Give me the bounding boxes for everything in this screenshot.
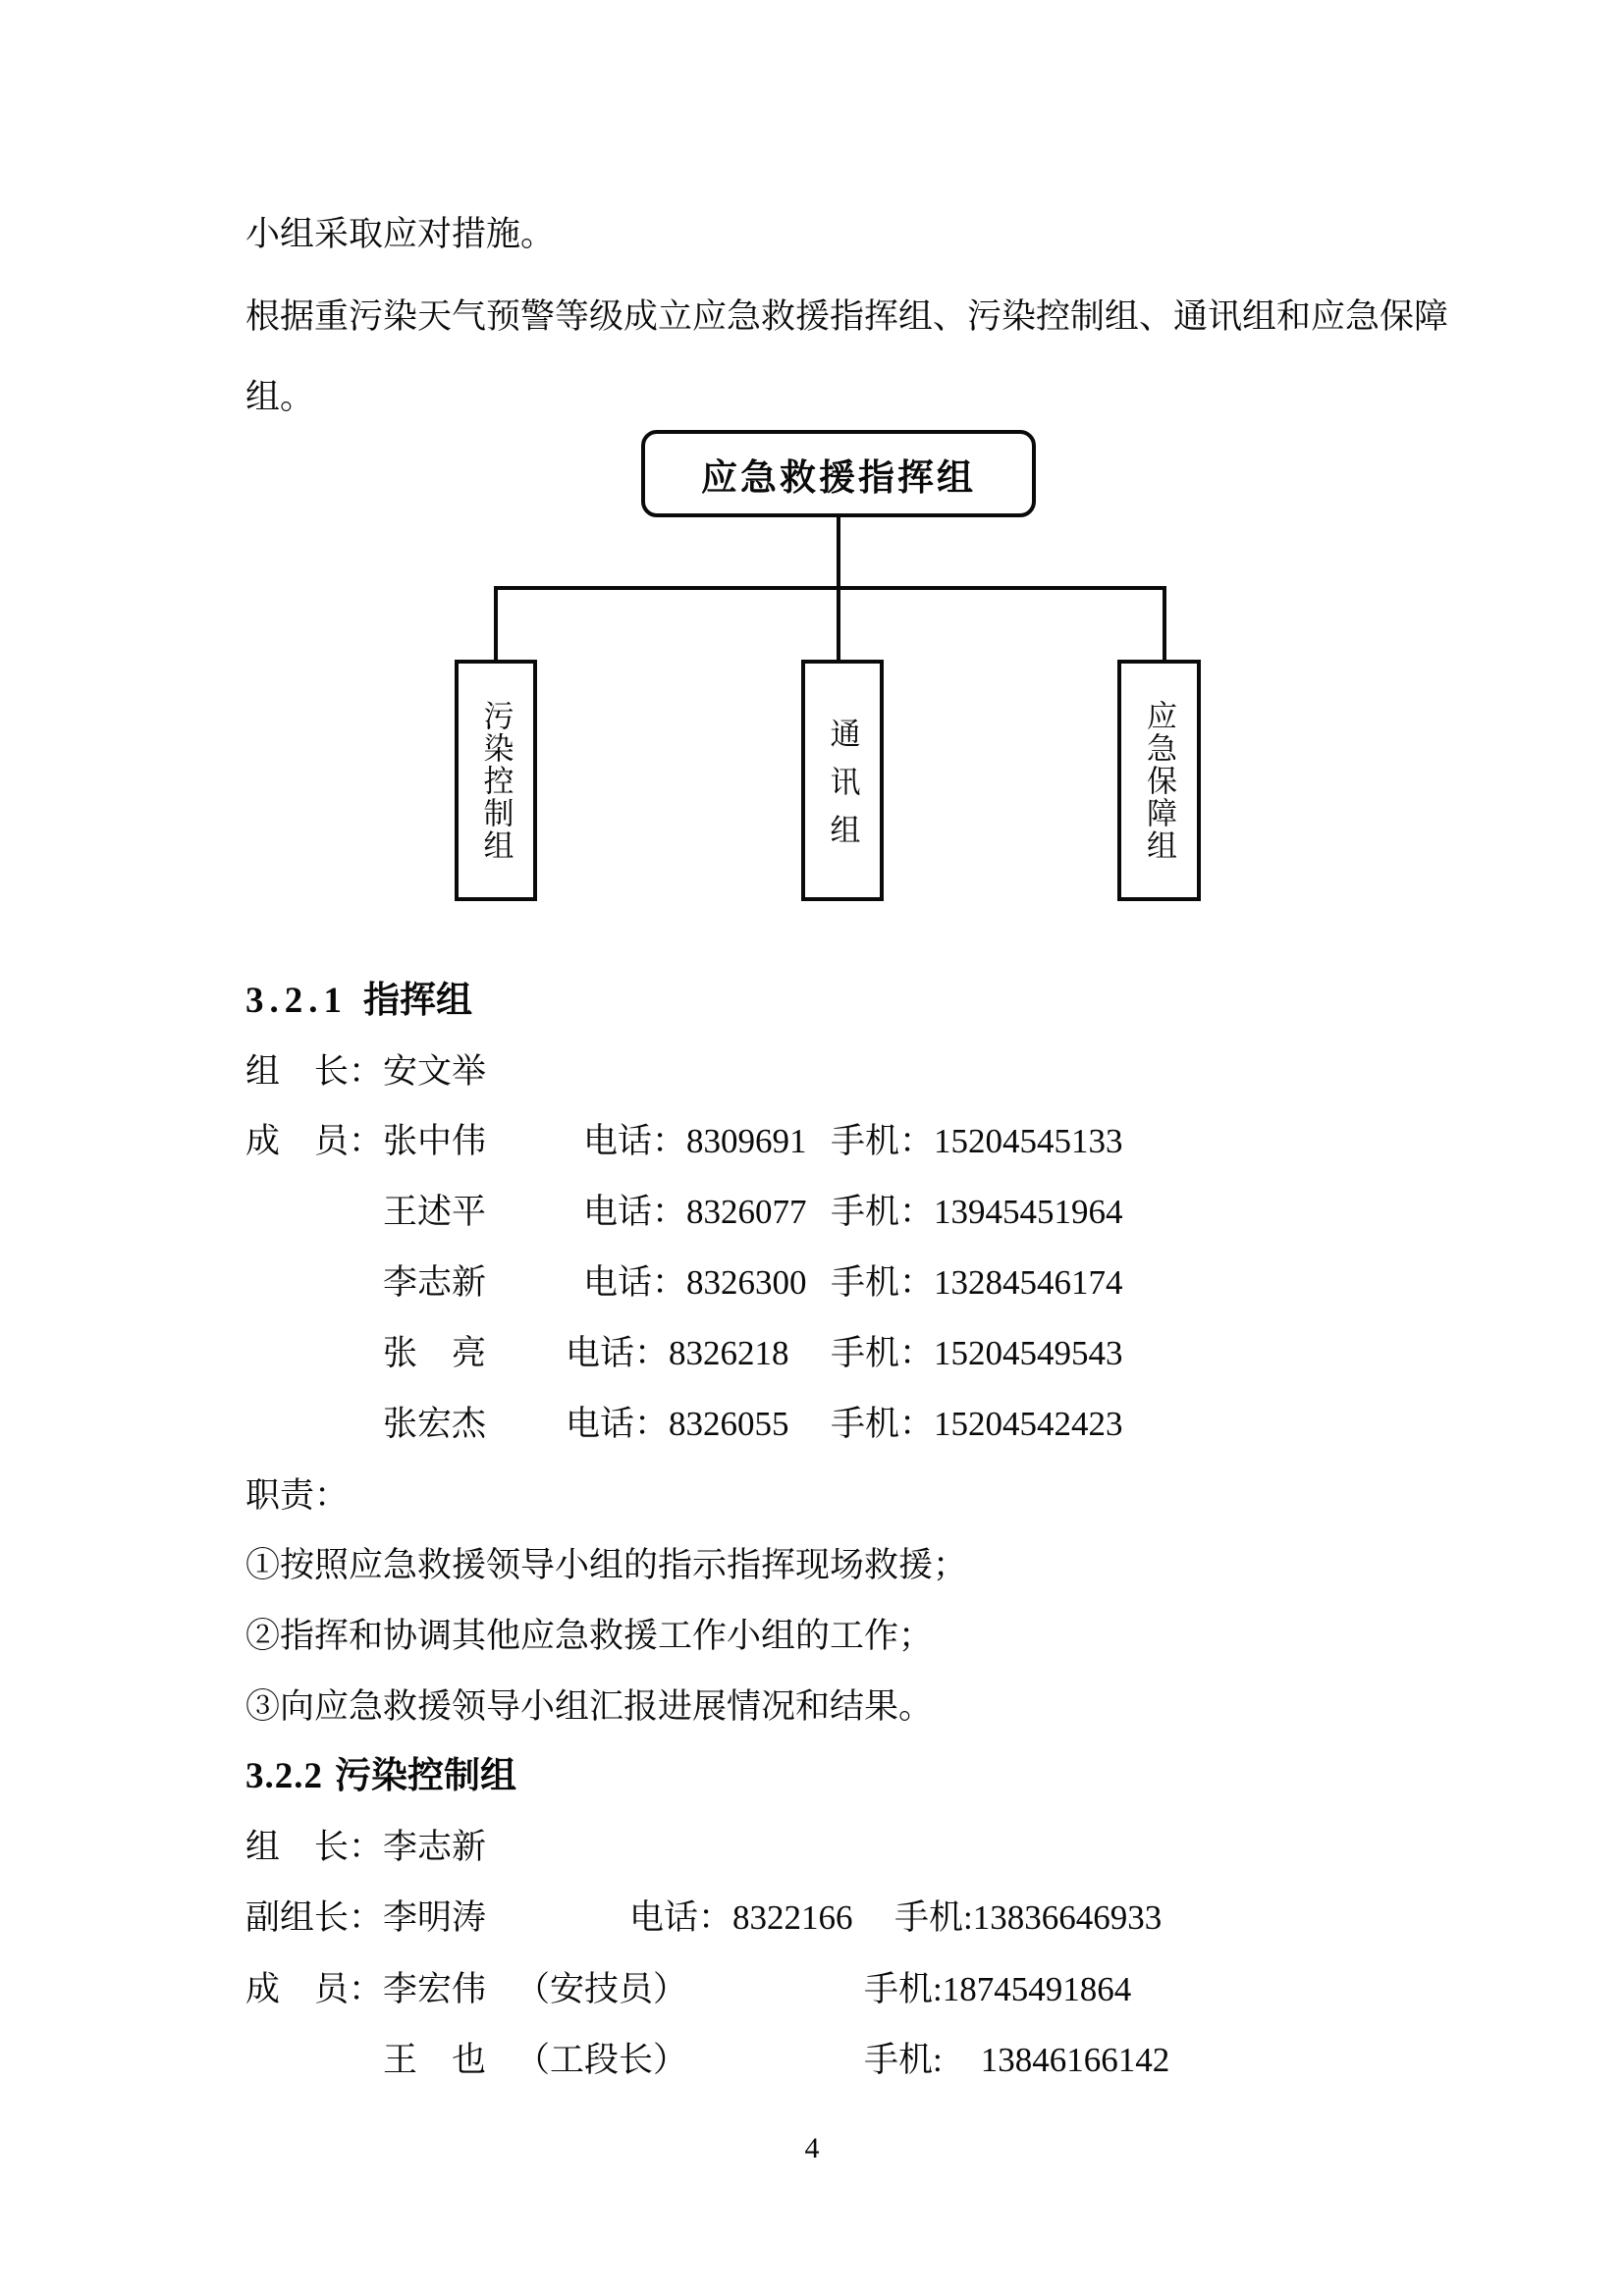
connector-drop-middle bbox=[837, 586, 840, 662]
phone-cell bbox=[583, 1122, 831, 1161]
leader-name: 安文举 bbox=[383, 1052, 487, 1091]
phone-number: 8322166 bbox=[732, 1898, 853, 1937]
phone-number: 8326077 bbox=[686, 1193, 807, 1231]
page-number: 4 bbox=[804, 2132, 820, 2164]
member-name: 张 亮 bbox=[383, 1334, 487, 1372]
mobile-cell bbox=[864, 2041, 1169, 2080]
phone-number: 8326300 bbox=[686, 1263, 807, 1302]
deputy-label: 副组长： bbox=[245, 1898, 384, 1937]
org-child-box-communication bbox=[801, 660, 884, 901]
mobile-number: 13284546174 bbox=[934, 1263, 1123, 1302]
deputy-leader-row bbox=[245, 1898, 1162, 1938]
mobile-label: 手机： bbox=[831, 1193, 935, 1231]
member-row bbox=[245, 2041, 1169, 2080]
mobile-number: 18745491864 bbox=[942, 1970, 1132, 2008]
mobile-cell bbox=[831, 1405, 1123, 1444]
phone-label: 电话： bbox=[566, 1334, 670, 1372]
member-name: 王 也 bbox=[383, 2041, 487, 2079]
leader-row bbox=[245, 1828, 486, 1867]
duty-item-3: ③向应急救援领导小组汇报进展情况和结果。 bbox=[245, 1687, 934, 1726]
duties-heading: 职责： bbox=[245, 1476, 350, 1515]
mobile-label: 手机: bbox=[864, 2041, 943, 2079]
deputy-name: 李明涛 bbox=[383, 1898, 487, 1937]
duty-item-1: ①按照应急救援领导小组的指示指挥现场救援； bbox=[245, 1546, 968, 1584]
member-row bbox=[245, 1122, 1123, 1161]
section-number: 3.2.2 bbox=[245, 1756, 323, 1796]
mobile-label: 手机: bbox=[894, 1898, 973, 1937]
org-child-label: 污染控制组 bbox=[478, 699, 514, 862]
mobile-number: 15204549543 bbox=[934, 1334, 1123, 1372]
phone-cell bbox=[583, 1263, 831, 1303]
connector-drop-left bbox=[494, 586, 498, 662]
leader-name: 李志新 bbox=[383, 1828, 487, 1866]
mobile-cell bbox=[831, 1122, 1123, 1161]
leader-label: 组 长： bbox=[245, 1052, 384, 1091]
intro-line-1: 小组采取应对措施。 bbox=[245, 215, 556, 253]
mobile-cell bbox=[894, 1898, 1162, 1938]
mobile-cell bbox=[864, 1970, 1131, 2009]
leader-row bbox=[245, 1052, 486, 1092]
members-label: 成 员： bbox=[245, 1970, 384, 2008]
mobile-label: 手机： bbox=[831, 1405, 935, 1443]
mobile-number: 13945451964 bbox=[934, 1193, 1123, 1231]
section-title: 指挥组 bbox=[363, 981, 472, 1021]
members-label: 成 员： bbox=[245, 1122, 384, 1160]
mobile-number: 15204542423 bbox=[934, 1405, 1123, 1443]
org-root-box bbox=[641, 430, 1036, 517]
phone-cell bbox=[629, 1898, 894, 1938]
phone-number: 8326055 bbox=[669, 1405, 789, 1443]
member-row bbox=[245, 1405, 1123, 1444]
phone-label: 电话： bbox=[629, 1898, 733, 1937]
mobile-label: 手机： bbox=[831, 1263, 935, 1302]
org-child-label: 通讯组 bbox=[825, 717, 860, 862]
org-root-label: 应急救援指挥组 bbox=[701, 457, 976, 499]
intro-line-2: 根据重污染天气预警等级成立应急救援指挥组、污染控制组、通讯组和应急保障 bbox=[245, 297, 1449, 336]
phone-label: 电话： bbox=[583, 1193, 687, 1231]
connector-horizontal-bar bbox=[494, 586, 1166, 590]
mobile-number: 13846166142 bbox=[980, 2041, 1170, 2079]
member-name: 李志新 bbox=[383, 1263, 487, 1302]
phone-number: 8309691 bbox=[686, 1122, 807, 1160]
member-title: （工段长） bbox=[515, 2041, 688, 2079]
member-title: （安技员） bbox=[515, 1970, 688, 2008]
phone-label: 电话： bbox=[583, 1263, 687, 1302]
section-322-heading bbox=[245, 1756, 516, 1798]
org-child-box-emergency-support bbox=[1117, 660, 1201, 901]
section-title: 污染控制组 bbox=[335, 1756, 516, 1796]
phone-cell bbox=[583, 1193, 831, 1232]
member-name: 张中伟 bbox=[383, 1122, 487, 1160]
connector-root-stem bbox=[837, 513, 840, 588]
phone-label: 电话： bbox=[566, 1405, 670, 1443]
connector-drop-right bbox=[1163, 586, 1166, 662]
duty-item-2: ②指挥和协调其他应急救援工作小组的工作； bbox=[245, 1617, 934, 1655]
intro-line-3: 组。 bbox=[245, 378, 315, 416]
mobile-cell bbox=[831, 1193, 1123, 1232]
leader-label: 组 长： bbox=[245, 1828, 384, 1866]
phone-cell bbox=[566, 1334, 831, 1373]
mobile-label: 手机: bbox=[864, 1970, 943, 2008]
member-name: 张宏杰 bbox=[383, 1405, 487, 1443]
org-child-label: 应急保障组 bbox=[1142, 699, 1176, 862]
mobile-number: 15204545133 bbox=[934, 1122, 1123, 1160]
mobile-label: 手机： bbox=[831, 1334, 935, 1372]
mobile-cell bbox=[831, 1263, 1123, 1303]
org-child-box-pollution-control bbox=[455, 660, 537, 901]
mobile-cell bbox=[831, 1334, 1123, 1373]
member-name: 李宏伟 bbox=[383, 1970, 487, 2008]
phone-label: 电话： bbox=[583, 1122, 687, 1160]
mobile-number: 13836646933 bbox=[972, 1898, 1163, 1937]
phone-cell bbox=[566, 1405, 831, 1444]
member-row bbox=[245, 1334, 1123, 1373]
member-name: 王述平 bbox=[383, 1193, 487, 1231]
section-number: 3.2.1 bbox=[245, 981, 348, 1021]
member-row bbox=[245, 1263, 1123, 1303]
mobile-label: 手机： bbox=[831, 1122, 935, 1160]
phone-number: 8326218 bbox=[669, 1334, 789, 1372]
section-321-heading bbox=[245, 981, 472, 1023]
member-row bbox=[245, 1970, 1131, 2009]
member-row bbox=[245, 1193, 1123, 1232]
